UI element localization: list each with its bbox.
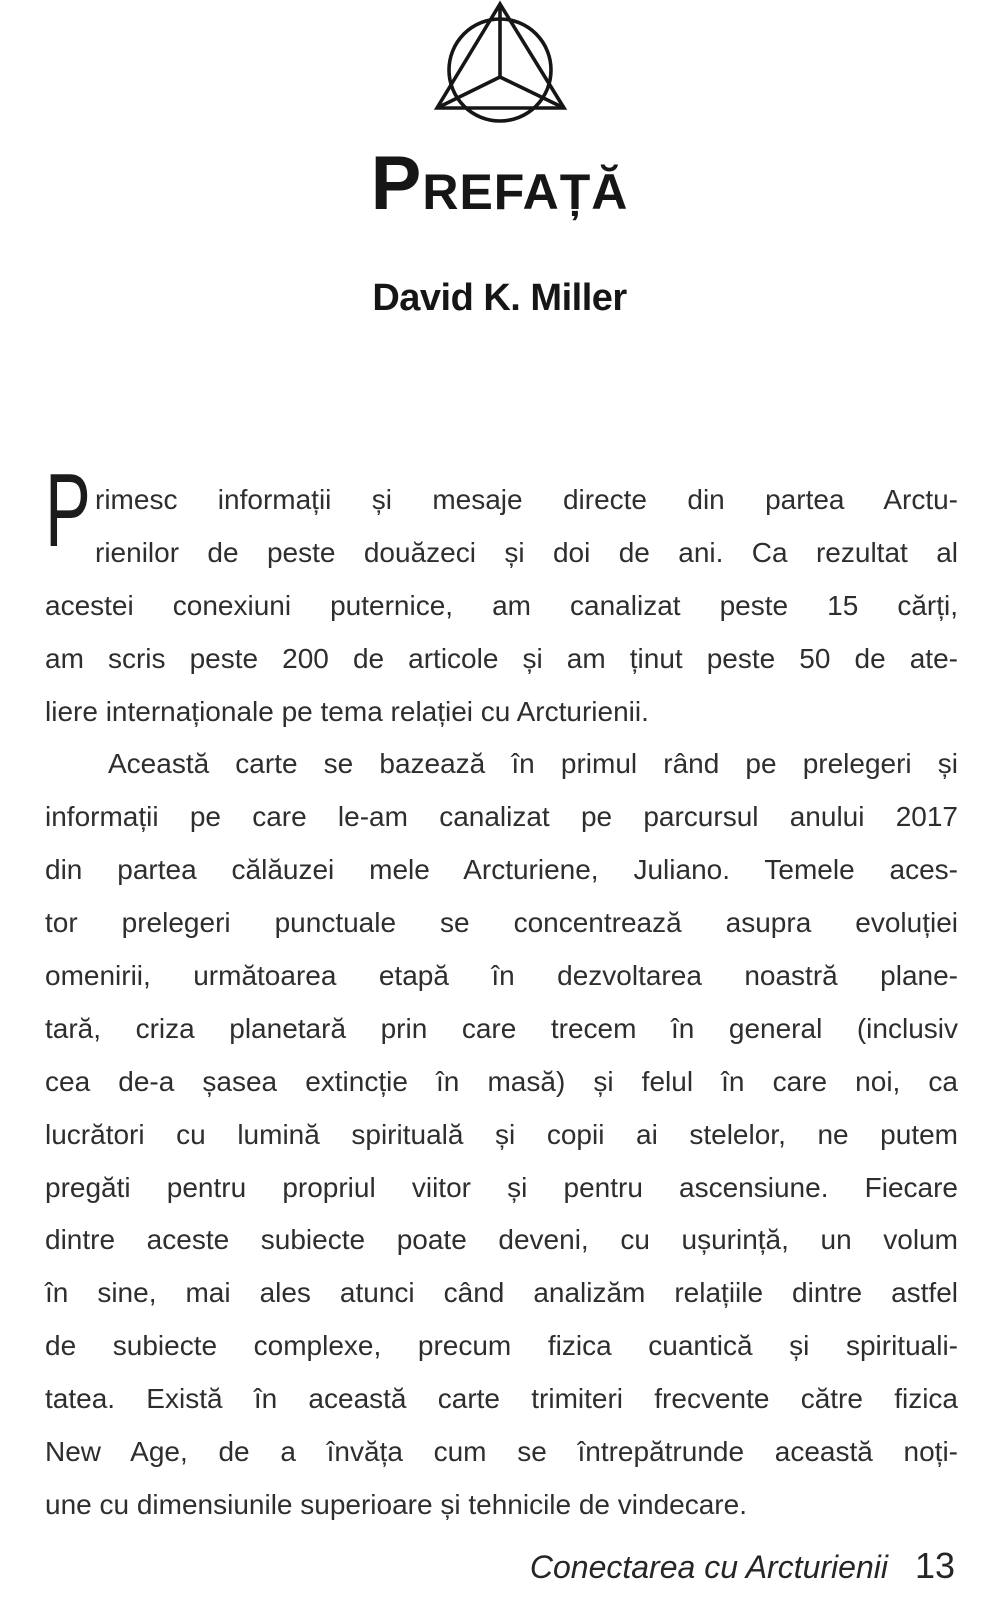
body-line: în sine, mai ales atunci când analizăm relațiile dintre astfel xyxy=(45,1277,958,1309)
body-line: tară, criza planetară prin care trecem în general (inclusiv xyxy=(45,1012,958,1044)
title-initial-letter: P xyxy=(370,141,423,226)
body-line: din partea călăuzei mele Arcturiene, Juliano. Temele aces- xyxy=(45,854,958,886)
body-line: tatea. Există în această carte trimiteri frecvente către fizica xyxy=(45,1383,958,1415)
body-line: New Age, de a învăța cum se întrepătrunde această noți- xyxy=(45,1436,958,1468)
title-rest-letters: REFAȚĂ xyxy=(422,164,629,220)
body-line: rimesc informații și mesaje directe din partea Arctu- xyxy=(95,484,958,515)
body-line: rienilor de peste douăzeci și doi de ani. Ca rezultat al xyxy=(95,536,958,568)
running-footer xyxy=(530,1545,955,1587)
author-name: David K. Miller xyxy=(372,277,627,319)
page-title xyxy=(0,141,999,236)
body-line: une cu dimensiunile superioare și tehnicile de vindecare. xyxy=(45,1488,747,1520)
body-line: tor prelegeri punctuale se concentrează asupra evoluției xyxy=(45,907,958,939)
body-line: informații pe care le-am canalizat pe parcursul anului 2017 xyxy=(45,801,958,833)
body-text xyxy=(45,474,958,1532)
drop-cap-letter: P xyxy=(45,453,91,569)
triangle-circle-logo-icon xyxy=(434,0,568,126)
body-line: am scris peste 200 de articole și am ținut peste 50 de ate- xyxy=(45,642,958,674)
body-line: dintre aceste subiecte poate deveni, cu ușurință, un volum xyxy=(45,1224,958,1256)
body-line: pregăti pentru propriul viitor și pentru ascensiune. Fiecare xyxy=(45,1171,958,1203)
body-line: cea de-a șasea extincție în masă) și felul în care noi, ca xyxy=(45,1065,958,1097)
body-line: Această carte se bazează în primul rând pe prelegeri și xyxy=(108,748,958,780)
body-line: liere internaționale pe tema relației cu Arcturienii. xyxy=(45,695,649,727)
body-line: omenirii, următoarea etapă în dezvoltarea noastră plane- xyxy=(45,960,958,992)
body-line: de subiecte complexe, precum fizica cuantică și spirituali- xyxy=(45,1330,958,1362)
body-line: lucrători cu lumină spirituală și copii ai stelelor, ne putem xyxy=(45,1118,958,1150)
body-line: acestei conexiuni puternice, am canalizat peste 15 cărți, xyxy=(45,589,958,621)
footer-book-title: Conectarea cu Arcturienii xyxy=(529,1549,888,1585)
footer-page-number: 13 xyxy=(914,1545,955,1586)
